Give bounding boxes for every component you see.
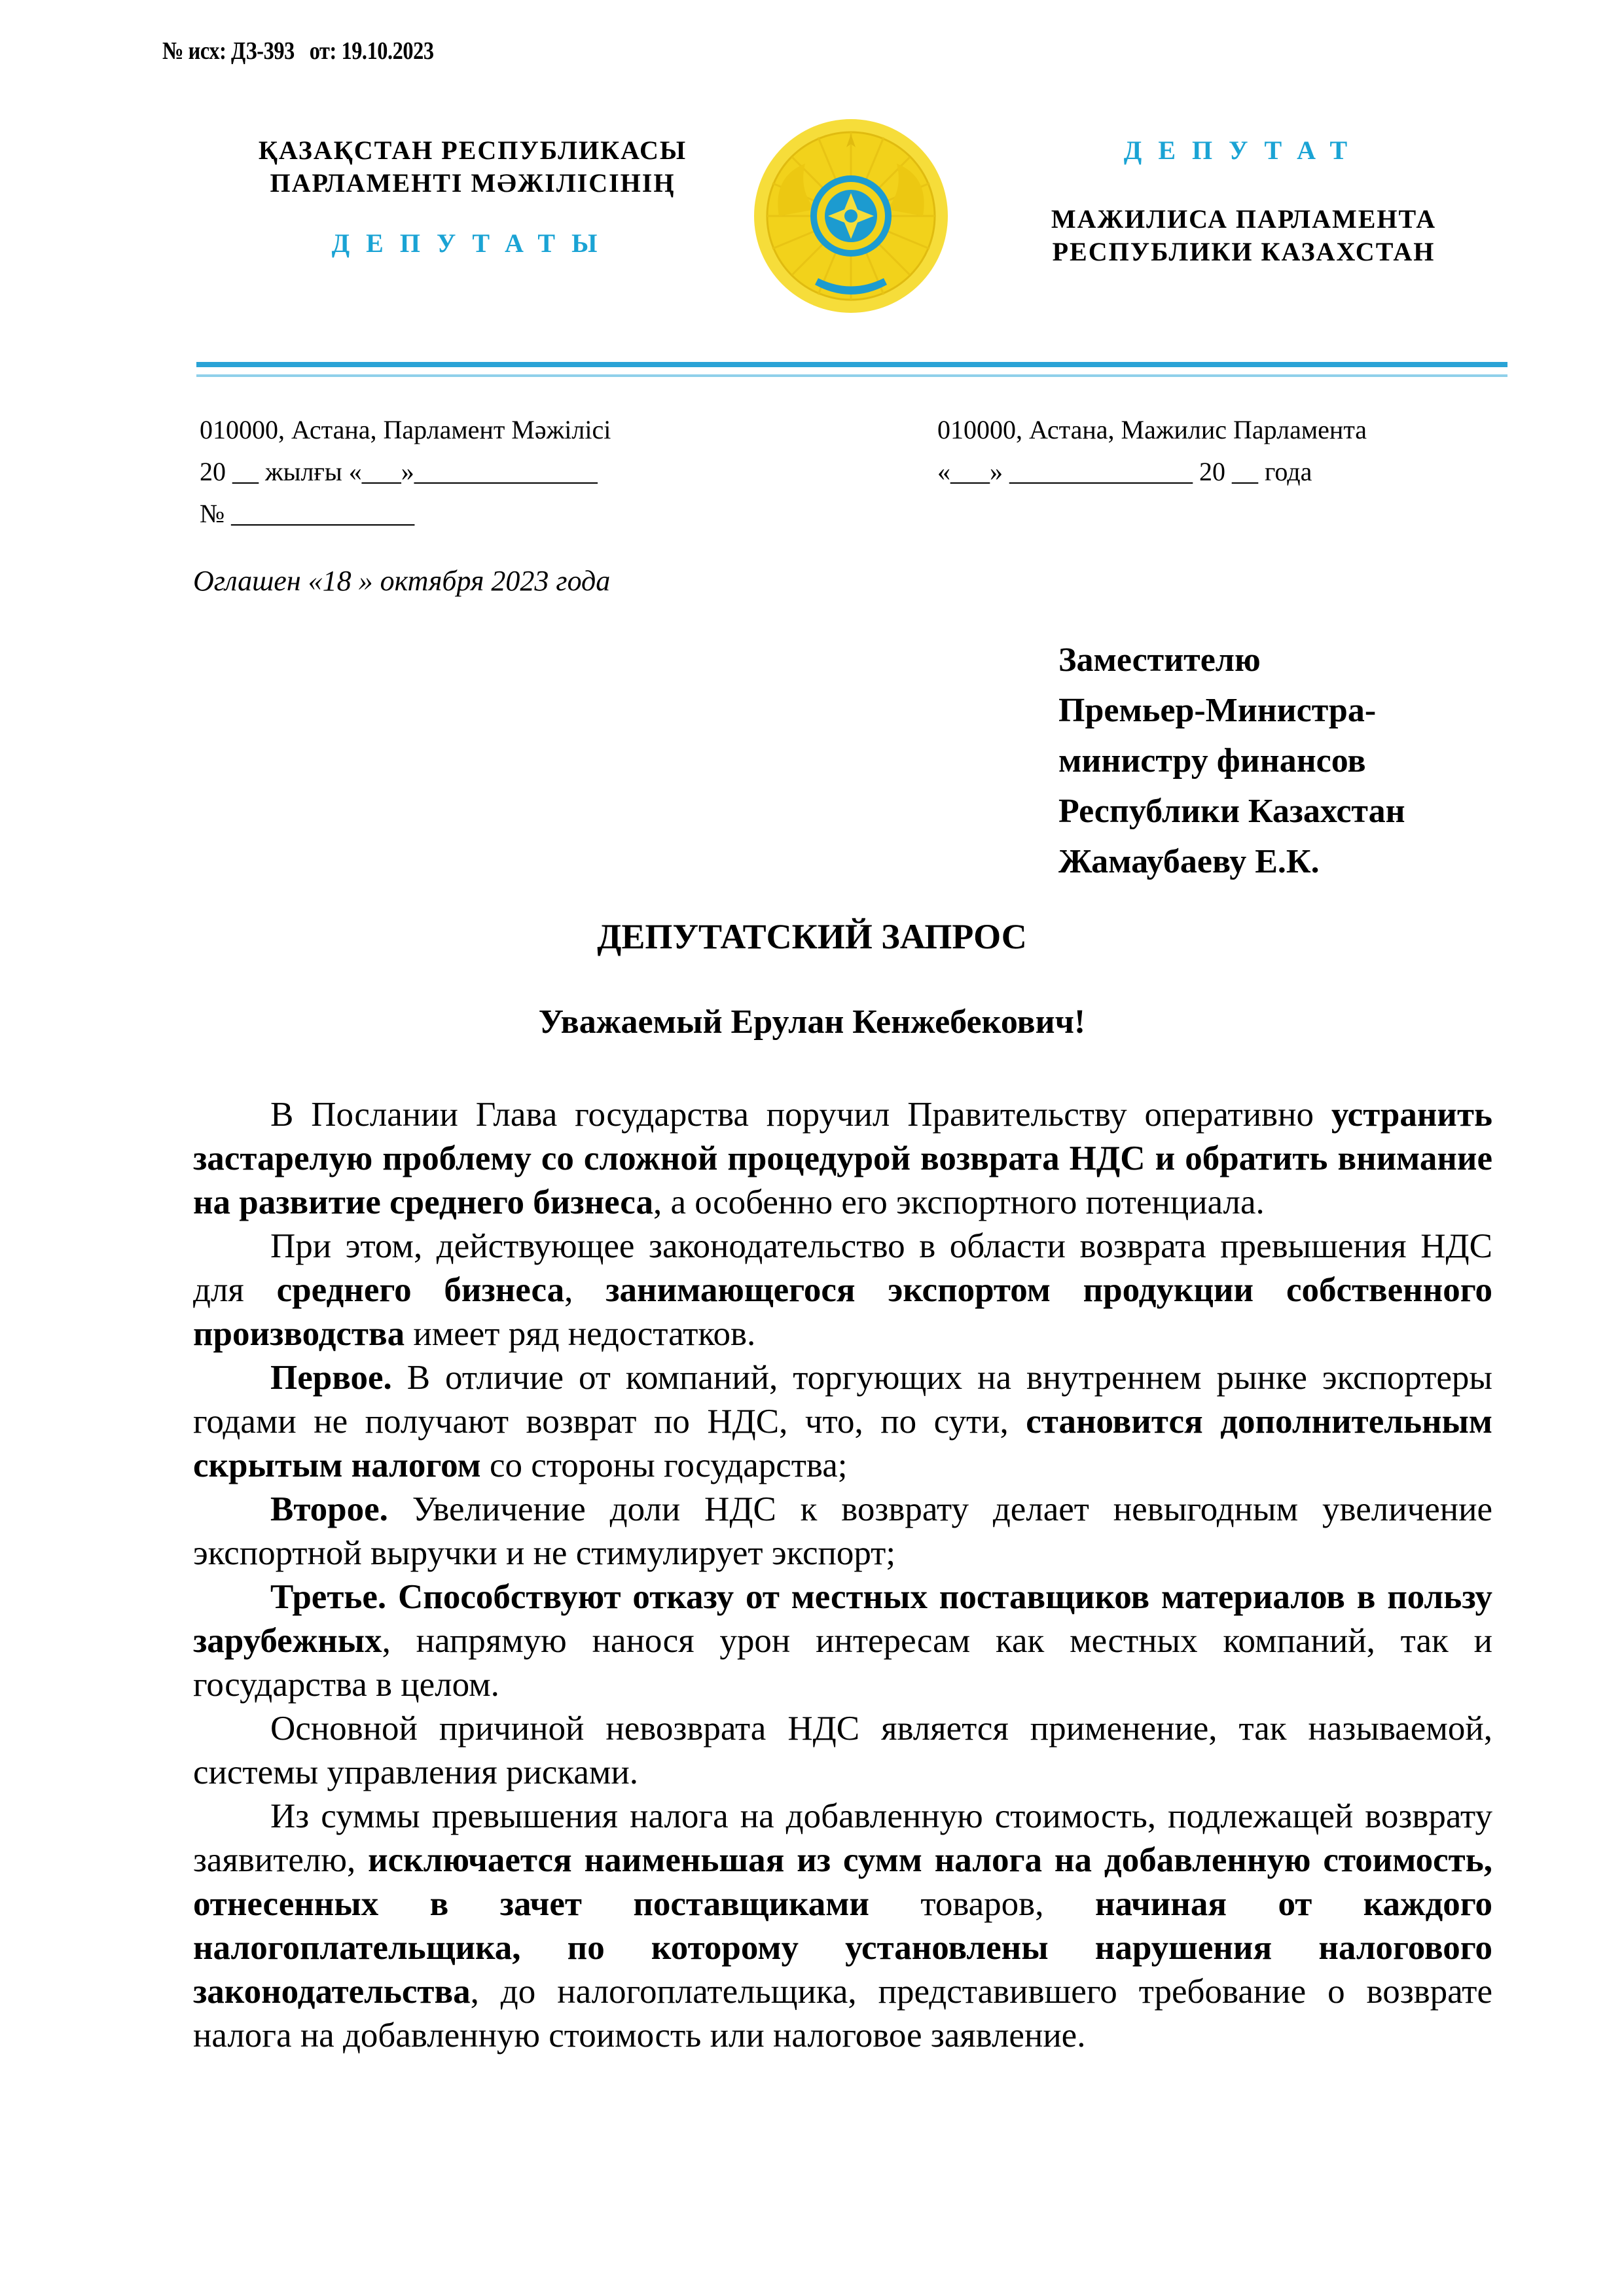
outgoing-number <box>162 37 434 65</box>
header-left-title: ДЕПУТАТЫ <box>331 228 614 258</box>
header-divider-thin <box>196 374 1507 377</box>
header-divider-thick <box>196 362 1507 367</box>
addressee-line4: Республики Казахстан <box>1058 793 1405 830</box>
addressee-block <box>1058 635 1405 887</box>
announced-date: Оглашен «18 » октября 2023 года <box>193 565 611 597</box>
body-paragraph-2: При этом, действующее законодательство в области возврата превышения НДС для среднего бизнеса, занимающегося экспортом продукции собственного производства имеет ряд недостатков. <box>193 1227 1492 1353</box>
addressee-line5: Жамаубаеву Е.К. <box>1058 843 1320 880</box>
header-left-line1: ҚАЗАҚСТАН РЕСПУБЛИКАСЫ <box>258 135 687 165</box>
address-right-line1: 010000, Астана, Мажилис Парламента <box>937 415 1367 444</box>
address-left-line2: 20 __ жылғы «___»______________ <box>200 457 598 486</box>
addressee-line2: Премьер-Министра- <box>1058 692 1377 729</box>
addressee-line1: Заместителю <box>1058 641 1261 679</box>
body-paragraph-5: Третье. Способствуют отказу от местных поставщиков материалов в пользу зарубежных, напрямую нанося урон интересам как местных компаний, так и государства в целом. <box>193 1578 1492 1704</box>
state-emblem-icon <box>753 118 949 314</box>
document-body <box>193 1093 1492 2058</box>
document-title: ДЕПУТАТСКИЙ ЗАПРОС <box>597 917 1027 956</box>
address-block-russian <box>937 409 1526 493</box>
body-paragraph-7: Из суммы превышения налога на добавленную стоимость, подлежащей возврату заявителю, исключается наименьшая из сумм налога на добавленную стоимость, отнесенных в зачет поставщиками товаров, начиная от каждого налогоплательщика, по которому установлены нарушения налогового законодательства, до налогоплательщика, представившего требование о возврате налога на добавленную стоимость или налоговое заявление. <box>193 1797 1492 2054</box>
body-paragraph-1: В Послании Глава государства поручил Правительству оперативно устранить застарелую проблему со сложной процедурой возврата НДС и обратить внимание на развитие среднего бизнеса, а особенно его экспортного потенциала. <box>193 1096 1492 1221</box>
outgoing-number-label: № исх: ДЗ-393 <box>162 37 295 65</box>
address-right-line2: «___» ______________ 20 __ года <box>937 457 1312 486</box>
header-right-russian <box>995 134 1492 268</box>
address-left-line1: 010000, Астана, Парламент Мәжілісі <box>200 415 611 444</box>
header-right-line1: МАЖИЛИСА ПАРЛАМЕНТА <box>1051 204 1437 234</box>
body-paragraph-4: Второе. Увеличение доли НДС к возврату делает невыгодным увеличение экспортной выручки и не стимулирует экспорт; <box>193 1490 1492 1572</box>
header-left-line2: ПАРЛАМЕНТІ МӘЖІЛІСІНІҢ <box>270 168 676 198</box>
header-right-title: ДЕПУТАТ <box>1123 135 1364 165</box>
body-paragraph-6: Основной причиной невозврата НДС является применение, так называемой, системы управления рисками. <box>193 1710 1492 1791</box>
outgoing-date-label: от: 19.10.2023 <box>309 37 434 65</box>
addressee-line3: министру финансов <box>1058 742 1366 780</box>
header-right-line2: РЕСПУБЛИКИ КАЗАХСТАН <box>1052 237 1435 266</box>
address-block-kazakh <box>200 409 789 535</box>
body-paragraph-3: Первое. В отличие от компаний, торгующих на внутреннем рынке экспортеры годами не получают возврат по НДС, что, по сути, становится дополнительным скрытым налогом со стороны государства; <box>193 1359 1492 1484</box>
salutation: Уважаемый Ерулан Кенжебекович! <box>538 1003 1086 1041</box>
header-left-kazakh <box>244 134 702 260</box>
address-left-line3: № ______________ <box>200 499 415 528</box>
